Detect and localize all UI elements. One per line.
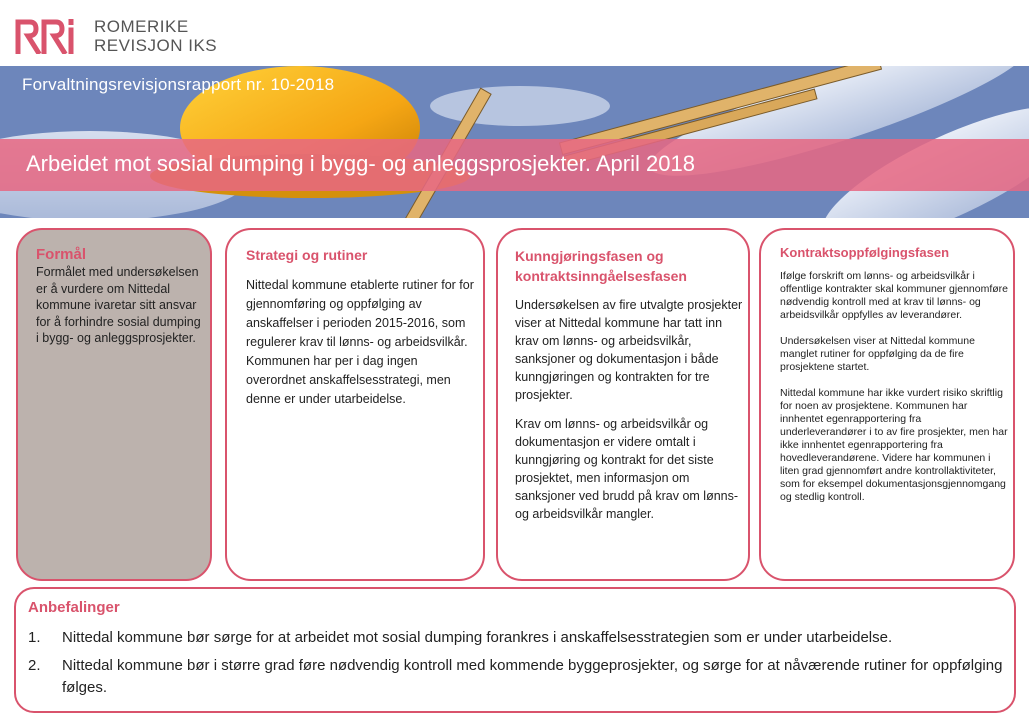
anbefaling-item bbox=[28, 655, 1003, 699]
anbefalinger-heading: Anbefalinger bbox=[28, 599, 120, 616]
report-title: Arbeidet mot sosial dumping i bygg- og anleggsprosjekter. April 2018 bbox=[26, 151, 695, 176]
card-kunngjoring-paragraph: Krav om lønns- og arbeidsvilkår og dokumentasjon er videre omtalt i kunngjøring og kontrakt for det siste prosjektet, men informasjon om sanksjoner ved brudd på krav om lønns- og arbeidsvilkår mangler. bbox=[515, 417, 739, 521]
anbefalinger-list bbox=[28, 627, 1003, 705]
logo-line-1: ROMERIKE bbox=[94, 17, 189, 36]
title-band bbox=[0, 139, 1029, 191]
card-anbefalinger bbox=[14, 587, 1016, 713]
card-formal bbox=[16, 228, 212, 581]
card-formal-body: Formålet med undersøkelsen er å vurdere om Nittedal kommune ivaretar sitt ansvar for å forhindre sosial dumping i bygg- og anleggsprosjekter. bbox=[36, 265, 201, 345]
card-kontrakt-paragraph: Undersøkelsen viser at Nittedal kommune manglet rutiner for oppfølging da de fire prosjektene startet. bbox=[780, 335, 975, 373]
card-kontrakt-body bbox=[780, 270, 1008, 504]
card-kontrakt bbox=[759, 228, 1015, 581]
logo-text bbox=[94, 17, 217, 55]
card-kunngjoring-heading: Kunngjøringsfasen og kontraktsinngåelsesfasen bbox=[515, 248, 687, 284]
logo-line-2: REVISJON IKS bbox=[94, 36, 218, 55]
card-kontrakt-paragraph: Ifølge forskrift om lønns- og arbeidsvilkår i offentlige kontrakter skal kommuner gjennomføre nødvendig kontroll med at krav til lønns- og arbeidsvilkår oppfylles av leverandører. bbox=[780, 270, 1008, 321]
anbefaling-item bbox=[28, 627, 1003, 649]
rri-logo-icon bbox=[14, 16, 76, 54]
card-kontrakt-heading: Kontraktsoppfølgingsfasen bbox=[780, 245, 950, 260]
card-kontrakt-paragraph: Nittedal kommune har ikke vurdert risiko skriftlig for noen av prosjektene. Kommunen har innhentet egenrapportering fra underleverandører i to av fire prosjekter, men har ikke innhentet egenrapportering fra hovedleverandørene. Videre har kommunen i liten grad gjennomført andre kontrollaktiviteter, som for eksempel dokumentasjonsgjennomgang og stedlig kontroll. bbox=[780, 387, 1008, 503]
card-strategi-body: Nittedal kommune etablerte rutiner for for gjennomføring og oppfølging av anskaffelser i perioden 2015-2016, som regulerer krav til lønns- og arbeidsvilkår. Kommunen har per i dag ingen overordnet anskaffelsesstrategi, men denne er under utarbeidelse. bbox=[246, 278, 474, 406]
header-banner bbox=[0, 66, 1029, 218]
anbefaling-text: Nittedal kommune bør i større grad føre nødvendig kontroll med kommende byggeprosjekter, og sørge for at nåværende rutiner for oppfølging følges. bbox=[62, 657, 1003, 696]
card-kunngjoring-paragraph: Undersøkelsen av fire utvalgte prosjekter viser at Nittedal kommune har tatt inn krav om lønns- og arbeidsvilkår, sanksjoner og dokumentasjon i både kunngjøringen og kontrakten for tre prosjekter. bbox=[515, 298, 743, 402]
anbefaling-number: 1. bbox=[28, 629, 41, 646]
anbefaling-text: Nittedal kommune bør sørge for at arbeidet mot sosial dumping forankres i anskaffelsesstrategien som er under utarbeidelse. bbox=[62, 629, 893, 646]
card-kunngjoring-body bbox=[515, 296, 743, 523]
anbefaling-number: 2. bbox=[28, 657, 41, 674]
report-number: Forvaltningsrevisjonsrapport nr. 10-2018 bbox=[22, 75, 335, 94]
card-strategi bbox=[225, 228, 485, 581]
card-formal-heading: Formål bbox=[36, 246, 87, 263]
card-kunngjoring bbox=[496, 228, 750, 581]
card-strategi-heading: Strategi og rutiner bbox=[246, 247, 368, 263]
romerike-revisjon-logo bbox=[14, 14, 274, 58]
